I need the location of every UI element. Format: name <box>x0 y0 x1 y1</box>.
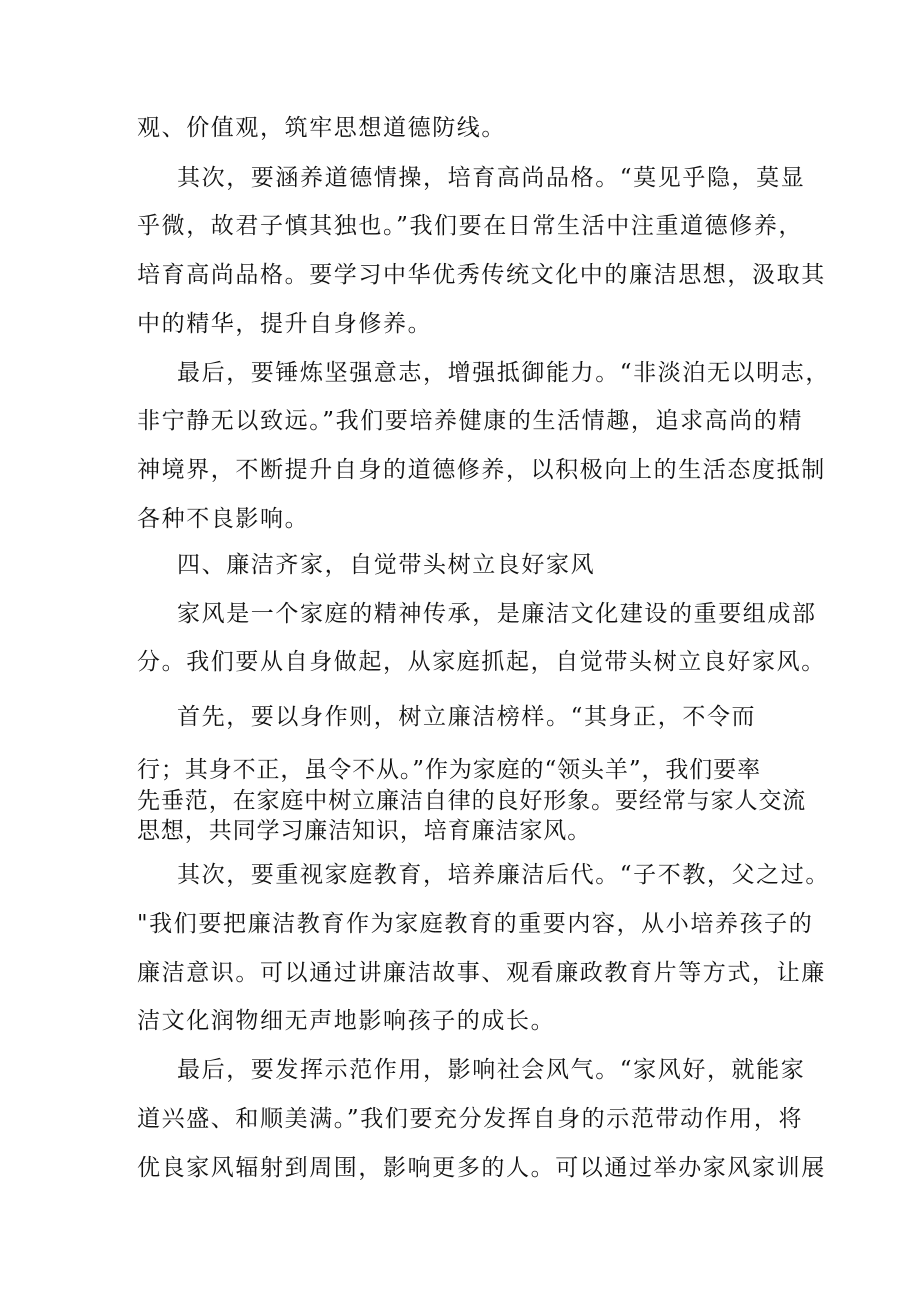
text-line: 各种不良影响。 <box>137 506 310 532</box>
paragraph-first-line: 最后，要锤炼坚强意志，增强抵御能力。“非淡泊无以明志， <box>177 360 830 386</box>
text-line: 廉洁意识。可以通过讲廉洁故事、观看廉政教育片等方式，让廉 <box>137 960 826 986</box>
text-line: 分。我们要从自身做起，从家庭抓起，自觉带头树立良好家风。 <box>137 649 826 675</box>
paragraph-first-line: 首先，要以身作则，树立廉洁榜样。“其身正，不令而 <box>177 704 757 730</box>
text-line: 行；其身不正，虽令不从。”作为家庭的“领头羊”，我们要率 <box>137 757 761 783</box>
text-line: 神境界，不断提升自身的道德修养，以积极向上的生活态度抵制 <box>137 457 826 483</box>
text-line: 道兴盛、和顺美满。”我们要充分发挥自身的示范带动作用，将 <box>137 1106 804 1132</box>
section-heading: 四、廉洁齐家，自觉带头树立良好家风 <box>177 552 596 578</box>
text-line: "我们要把廉洁教育作为家庭教育的重要内容，从小培养孩子的 <box>137 911 814 937</box>
text-line: 观、价值观，筑牢思想道德防线。 <box>137 115 506 141</box>
text-line: 洁文化润物细无声地影响孩子的成长。 <box>137 1008 556 1034</box>
paragraph-first-line: 最后，要发挥示范作用，影响社会风气。“家风好，就能家 <box>177 1057 806 1083</box>
text-line: 先垂范，在家庭中树立廉洁自律的良好形象。要经常与家人交流 <box>137 788 807 814</box>
text-line: 思想，共同学习廉洁知识，培育廉洁家风。 <box>137 818 592 844</box>
text-line: 培育高尚品格。要学习中华优秀传统文化中的廉洁思想，汲取其 <box>137 262 826 288</box>
paragraph-first-line: 家风是一个家庭的精神传承，是廉洁文化建设的重要组成部 <box>177 601 817 627</box>
paragraph-first-line: 其次，要涵养道德情操，培育高尚品格。“莫见乎隐，莫显 <box>177 165 806 191</box>
text-line: 中的精华，提升自身修养。 <box>137 311 433 337</box>
text-line: 优良家风辐射到周围，影响更多的人。可以通过举办家风家训展 <box>137 1155 826 1181</box>
text-line: 非宁静无以致远。”我们要培养健康的生活情趣，追求高尚的精 <box>137 408 804 434</box>
text-line: 乎微，故君子慎其独也。”我们要在日常生活中注重道德修养， <box>137 213 804 239</box>
paragraph-first-line: 其次，要重视家庭教育，培养廉洁后代。“子不教，父之过。 <box>177 862 830 888</box>
